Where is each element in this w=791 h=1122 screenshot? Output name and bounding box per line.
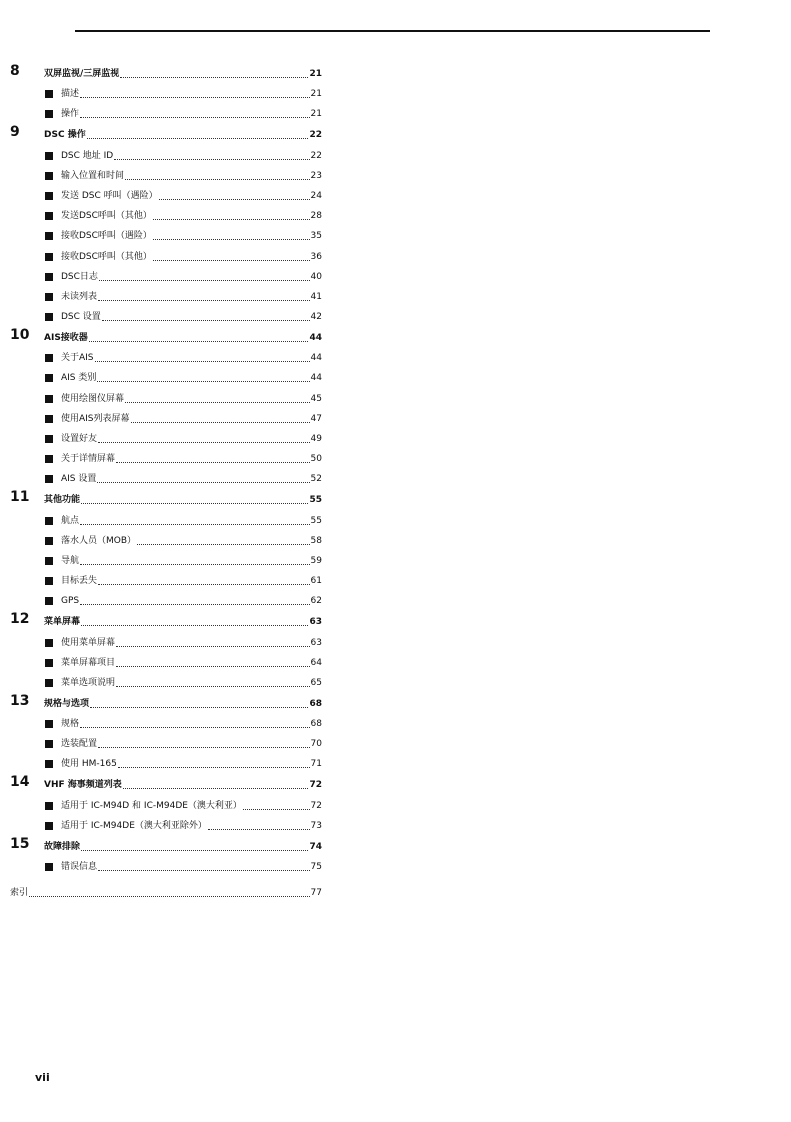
dot-leader	[125, 178, 310, 180]
toc-entry[interactable]	[10, 264, 322, 284]
entry-page-number: 35	[310, 231, 322, 242]
toc-chapter	[10, 62, 322, 121]
square-bullet-icon	[45, 760, 53, 768]
entry-title: AIS 设置	[61, 474, 97, 485]
chapter-title: 规格与选项	[44, 698, 90, 709]
dot-leader	[81, 849, 308, 851]
entry-title: 使用 HM-165	[61, 759, 117, 770]
dot-leader	[125, 401, 310, 403]
toc-entry[interactable]	[10, 142, 322, 162]
dot-leader	[98, 441, 310, 443]
toc-chapter	[10, 326, 322, 486]
entry-page-number: 58	[310, 535, 322, 546]
entry-title: 适用于 IC-M94DE（澳大利亚除外）	[61, 820, 207, 831]
entry-page-number: 63	[310, 637, 322, 648]
chapter-number: 15	[10, 835, 30, 852]
chapter-number: 9	[10, 124, 20, 141]
entry-title: 接收DSC呼叫（遇险）	[61, 231, 152, 242]
entry-page-number: 21	[310, 89, 322, 100]
entry-page-number: 61	[310, 576, 322, 587]
dot-leader	[99, 279, 310, 281]
dot-leader	[97, 380, 309, 382]
toc-entry[interactable]	[10, 203, 322, 223]
entry-page-number: 28	[310, 211, 322, 222]
entry-page-number: 49	[310, 434, 322, 444]
entry-title: 适用于 IC-M94D 和 IC-M94DE（澳大利亚）	[61, 800, 242, 811]
entry-title: 关于详情屏幕	[61, 454, 116, 465]
entry-page-number: 44	[310, 373, 322, 384]
entry-title: 输入位置和时间	[61, 170, 125, 181]
chapter-number: 11	[10, 489, 30, 506]
chapter-number: 13	[10, 692, 30, 709]
entry-title: 菜单选项说明	[61, 677, 116, 688]
square-bullet-icon	[45, 679, 53, 687]
chapter-title: 双屏监视/三屏监视	[44, 69, 120, 79]
toc-entry[interactable]	[10, 731, 322, 751]
toc-entry[interactable]	[10, 650, 322, 670]
toc-entry[interactable]	[10, 813, 322, 833]
dot-leader	[116, 685, 310, 687]
dot-leader	[89, 340, 309, 342]
square-bullet-icon	[45, 537, 53, 545]
dot-leader	[159, 198, 310, 200]
entry-page-number: 68	[310, 719, 322, 730]
entry-title: DSC 地址 ID	[61, 150, 114, 161]
entry-page-number: 64	[310, 657, 322, 668]
dot-leader	[80, 523, 310, 525]
dot-leader	[98, 869, 310, 871]
dot-leader	[116, 665, 310, 667]
dot-leader	[80, 116, 310, 118]
dot-leader	[90, 706, 308, 708]
square-bullet-icon	[45, 152, 53, 160]
toc-entry[interactable]	[10, 507, 322, 527]
toc-entry[interactable]	[10, 711, 322, 731]
chapter-heading[interactable]	[10, 773, 322, 792]
toc-chapter	[10, 835, 322, 874]
entry-page-number: 50	[310, 454, 322, 465]
chapter-page-number: 74	[309, 841, 322, 852]
index-page-number: 77	[310, 888, 322, 898]
toc-entry[interactable]	[10, 223, 322, 243]
dot-leader	[80, 726, 310, 728]
square-bullet-icon	[45, 740, 53, 748]
chapter-heading[interactable]	[10, 326, 322, 345]
chapter-number: 8	[10, 63, 20, 79]
square-bullet-icon	[45, 517, 53, 525]
dot-leader	[120, 76, 308, 78]
entry-page-number: 55	[310, 515, 322, 526]
dot-leader	[118, 766, 310, 768]
chapter-page-number: 21	[309, 69, 322, 79]
toc-chapter	[10, 123, 322, 324]
entry-title: 使用绘图仪屏幕	[61, 393, 125, 404]
square-bullet-icon	[45, 659, 53, 667]
square-bullet-icon	[45, 822, 53, 830]
chapter-heading[interactable]	[10, 123, 322, 142]
index-title: 索引	[10, 888, 29, 898]
toc-entry[interactable]	[10, 406, 322, 426]
square-bullet-icon	[45, 435, 53, 443]
square-bullet-icon	[45, 110, 53, 118]
dot-leader	[80, 603, 309, 605]
toc-entry[interactable]	[10, 365, 322, 385]
toc-entry[interactable]	[10, 466, 322, 486]
entry-page-number: 72	[310, 800, 322, 811]
entry-title: 描述	[61, 89, 80, 100]
chapter-page-number: 63	[309, 617, 322, 628]
entry-title: 使用菜单屏幕	[61, 637, 116, 648]
square-bullet-icon	[45, 863, 53, 871]
entry-page-number: 75	[310, 862, 322, 872]
entry-page-number: 42	[310, 312, 322, 323]
entry-page-number: 44	[310, 353, 322, 364]
entry-title: 落水人员（MOB）	[61, 535, 137, 546]
entry-title: 菜单屏幕项目	[61, 657, 116, 668]
toc-entry[interactable]	[10, 588, 322, 608]
square-bullet-icon	[45, 293, 53, 301]
table-of-contents	[10, 60, 322, 900]
dot-leader	[137, 543, 310, 545]
dot-leader	[123, 787, 309, 789]
square-bullet-icon	[45, 415, 53, 423]
entry-title: 设置好友	[61, 434, 98, 444]
dot-leader	[97, 481, 309, 483]
dot-leader	[81, 624, 308, 626]
entry-page-number: 65	[310, 677, 322, 688]
dot-leader	[153, 259, 310, 261]
square-bullet-icon	[45, 232, 53, 240]
entry-page-number: 71	[310, 759, 322, 770]
entry-title: 关于AIS	[61, 353, 94, 364]
entry-page-number: 59	[310, 555, 322, 566]
square-bullet-icon	[45, 720, 53, 728]
entry-title: 规格	[61, 719, 80, 730]
chapter-number: 12	[10, 611, 30, 628]
dot-leader	[153, 218, 310, 220]
dot-leader	[80, 96, 310, 98]
entry-page-number: 40	[310, 271, 322, 282]
toc-entry[interactable]	[10, 385, 322, 405]
chapter-page-number: 22	[309, 130, 322, 141]
toc-entry[interactable]	[10, 183, 322, 203]
entry-page-number: 22	[310, 150, 322, 161]
toc-entry[interactable]	[10, 528, 322, 548]
square-bullet-icon	[45, 557, 53, 565]
chapter-page-number: 44	[309, 333, 322, 344]
entry-page-number: 21	[310, 109, 322, 120]
toc-entry[interactable]	[10, 304, 322, 324]
chapter-title: 其他功能	[44, 495, 81, 506]
entry-title: DSC 设置	[61, 312, 101, 323]
toc-entry[interactable]	[10, 81, 322, 101]
square-bullet-icon	[45, 90, 53, 98]
square-bullet-icon	[45, 597, 53, 605]
entry-page-number: 41	[310, 291, 322, 302]
entry-title: 发送DSC呼叫（其他）	[61, 211, 152, 222]
dot-leader	[81, 502, 308, 504]
square-bullet-icon	[45, 455, 53, 463]
chapter-page-number: 68	[309, 698, 322, 709]
entry-title: GPS	[61, 596, 80, 607]
square-bullet-icon	[45, 172, 53, 180]
entry-title: 选装配置	[61, 739, 98, 750]
entry-page-number: 47	[310, 413, 322, 424]
square-bullet-icon	[45, 395, 53, 403]
chapter-heading[interactable]	[10, 835, 322, 854]
toc-entry[interactable]	[10, 243, 322, 263]
entry-title: 操作	[61, 109, 80, 120]
entry-title: 导航	[61, 555, 80, 566]
chapter-title: 菜单屏幕	[44, 617, 81, 628]
toc-entry[interactable]	[10, 163, 322, 183]
toc-entry[interactable]	[10, 792, 322, 812]
square-bullet-icon	[45, 253, 53, 261]
entry-page-number: 73	[310, 820, 322, 831]
chapter-title: 故障排除	[44, 841, 81, 852]
square-bullet-icon	[45, 802, 53, 810]
toc-entry[interactable]	[10, 670, 322, 690]
toc-chapter	[10, 610, 322, 690]
chapter-heading[interactable]	[10, 62, 322, 81]
square-bullet-icon	[45, 475, 53, 483]
toc-chapter	[10, 773, 322, 832]
toc-index-entry[interactable]	[10, 880, 322, 900]
square-bullet-icon	[45, 577, 53, 585]
entry-page-number: 24	[310, 190, 322, 201]
square-bullet-icon	[45, 313, 53, 321]
dot-leader	[243, 808, 310, 810]
dot-leader	[153, 238, 310, 240]
entry-title: 未读列表	[61, 291, 98, 302]
dot-leader	[114, 158, 309, 160]
dot-leader	[98, 299, 310, 301]
entry-title: AIS 类别	[61, 373, 97, 384]
chapter-page-number: 72	[309, 780, 322, 791]
entry-title: 接收DSC呼叫（其他）	[61, 251, 152, 262]
toc-entry[interactable]	[10, 854, 322, 874]
square-bullet-icon	[45, 639, 53, 647]
toc-entry[interactable]	[10, 751, 322, 771]
dot-leader	[116, 645, 310, 647]
chapter-heading[interactable]	[10, 692, 322, 711]
entry-title: DSC日志	[61, 271, 98, 282]
toc-entry[interactable]	[10, 345, 322, 365]
dot-leader	[80, 563, 310, 565]
dot-leader	[87, 137, 309, 139]
dot-leader	[29, 895, 310, 897]
dot-leader	[208, 828, 310, 830]
entry-title: 航点	[61, 515, 80, 526]
entry-page-number: 36	[310, 251, 322, 262]
square-bullet-icon	[45, 192, 53, 200]
toc-entry[interactable]	[10, 568, 322, 588]
dot-leader	[95, 360, 310, 362]
chapter-title: DSC 操作	[44, 130, 86, 141]
chapter-number: 14	[10, 774, 30, 791]
entry-page-number: 70	[310, 739, 322, 750]
entry-title: 错误信息	[61, 862, 98, 872]
toc-entry[interactable]	[10, 284, 322, 304]
entry-page-number: 23	[310, 170, 322, 181]
chapter-page-number: 55	[309, 495, 322, 506]
entry-page-number: 45	[310, 393, 322, 404]
dot-leader	[131, 421, 310, 423]
entry-title: 发送 DSC 呼叫（遇险）	[61, 190, 158, 201]
toc-entry[interactable]	[10, 446, 322, 466]
chapter-number: 10	[10, 327, 30, 344]
entry-page-number: 62	[310, 596, 322, 607]
toc-chapter	[10, 488, 322, 608]
chapter-title: VHF 海事频道列表	[44, 780, 122, 791]
dot-leader	[98, 583, 310, 585]
toc-entry[interactable]	[10, 426, 322, 446]
header-rule	[75, 30, 710, 32]
entry-title: 目标丢失	[61, 576, 98, 587]
toc-entry[interactable]	[10, 101, 322, 121]
entry-title: 使用AIS列表屏幕	[61, 413, 130, 424]
dot-leader	[98, 746, 310, 748]
square-bullet-icon	[45, 212, 53, 220]
toc-entry[interactable]	[10, 548, 322, 568]
entry-page-number: 52	[310, 474, 322, 485]
square-bullet-icon	[45, 273, 53, 281]
page-number: vii	[35, 1071, 50, 1084]
square-bullet-icon	[45, 354, 53, 362]
toc-entry[interactable]	[10, 629, 322, 649]
chapter-heading[interactable]	[10, 488, 322, 507]
chapter-title: AIS接收器	[44, 333, 88, 344]
dot-leader	[116, 461, 310, 463]
square-bullet-icon	[45, 374, 53, 382]
chapter-heading[interactable]	[10, 610, 322, 629]
dot-leader	[102, 319, 310, 321]
toc-chapter	[10, 692, 322, 772]
